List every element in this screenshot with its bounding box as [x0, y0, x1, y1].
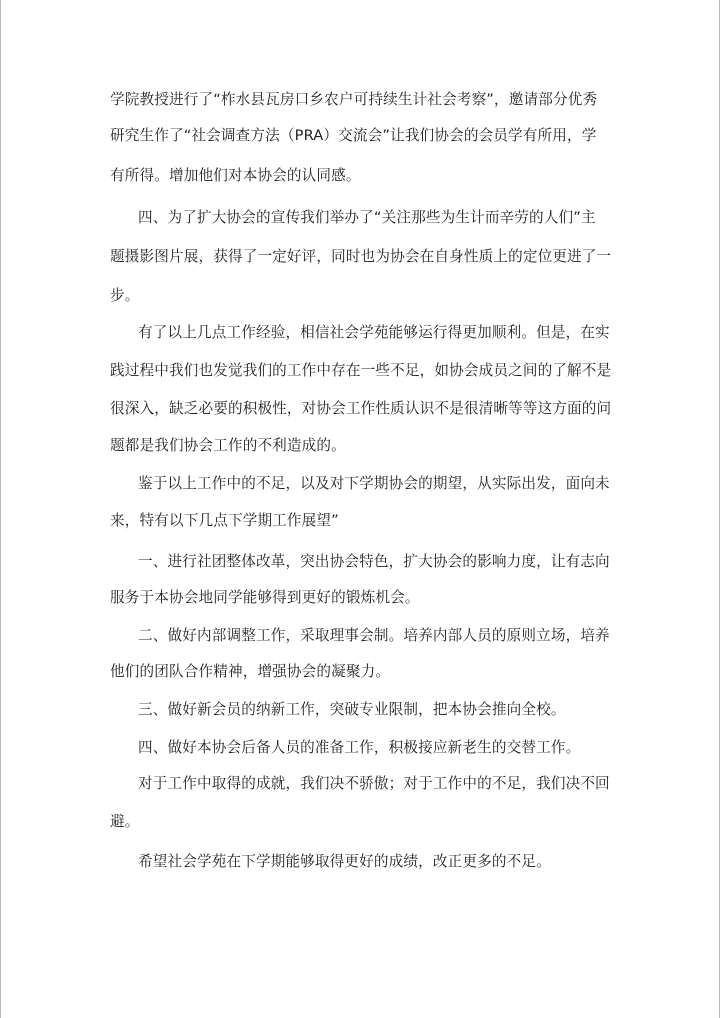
page-left-border: [0, 0, 1, 1018]
text-line: 希望社会学苑在下学期能够取得更好的成绩，改正更多的不足。: [138, 853, 551, 870]
text-line: 题都是我们协会工作的不利造成的。: [110, 437, 346, 454]
text-line: 服务于本协会地同学能够得到更好的锻炼机会。: [110, 589, 420, 606]
text-line: 有了以上几点工作经验，相信社会学苑能够运行得更加顺利。但是，在实: [138, 324, 610, 341]
text-line: 他们的团队合作精神，增强协会的凝聚力。: [110, 663, 391, 680]
text-line: 来，特有以下几点下学期工作展望”: [110, 512, 339, 529]
text-line: 践过程中我们也发觉我们的工作中存在一些不足，如协会成员之间的了解不是: [110, 362, 612, 379]
text-line: 题摄影图片展，获得了一定好评，同时也为协会在自身性质上的定位更进了一: [110, 248, 612, 265]
text-line: 鉴于以上工作中的不足，以及对下学期协会的期望，从实际出发，面向未: [138, 475, 610, 492]
text-line: 对于工作中取得的成就，我们决不骄傲；对于工作中的不足，我们决不回: [138, 775, 610, 792]
text-line: 四、做好本协会后备人员的准备工作，积极接应新老生的交替工作。: [138, 739, 581, 756]
text-line: 学院教授进行了“柞水县瓦房口乡农户可持续生计社会考察”，邀请部分优秀: [110, 91, 598, 108]
text-line: 有所得。增加他们对本协会的认同感。: [110, 167, 361, 184]
text-line: 二、做好内部调整工作，采取理事会制。培养内部人员的原则立场，培养: [138, 627, 610, 644]
text-line: 四、为了扩大协会的宣传我们举办了“关注那些为生计而辛劳的人们”主: [138, 209, 596, 226]
text-line: 研究生作了“社会调查方法（PRA）交流会”让我们协会的会员学有所用，学: [110, 127, 597, 144]
text-line: 步。: [110, 287, 140, 304]
text-line: 三、做好新会员的纳新工作，突破专业限制，把本协会推向全校。: [138, 701, 566, 718]
text-line: 很深入，缺乏必要的积极性，对协会工作性质认识不是很清晰等等这方面的问: [110, 400, 612, 417]
text-line: 避。: [110, 813, 140, 830]
text-line: 一、进行社团整体改革，突出协会特色，扩大协会的影响力度，让有志向: [138, 553, 610, 570]
